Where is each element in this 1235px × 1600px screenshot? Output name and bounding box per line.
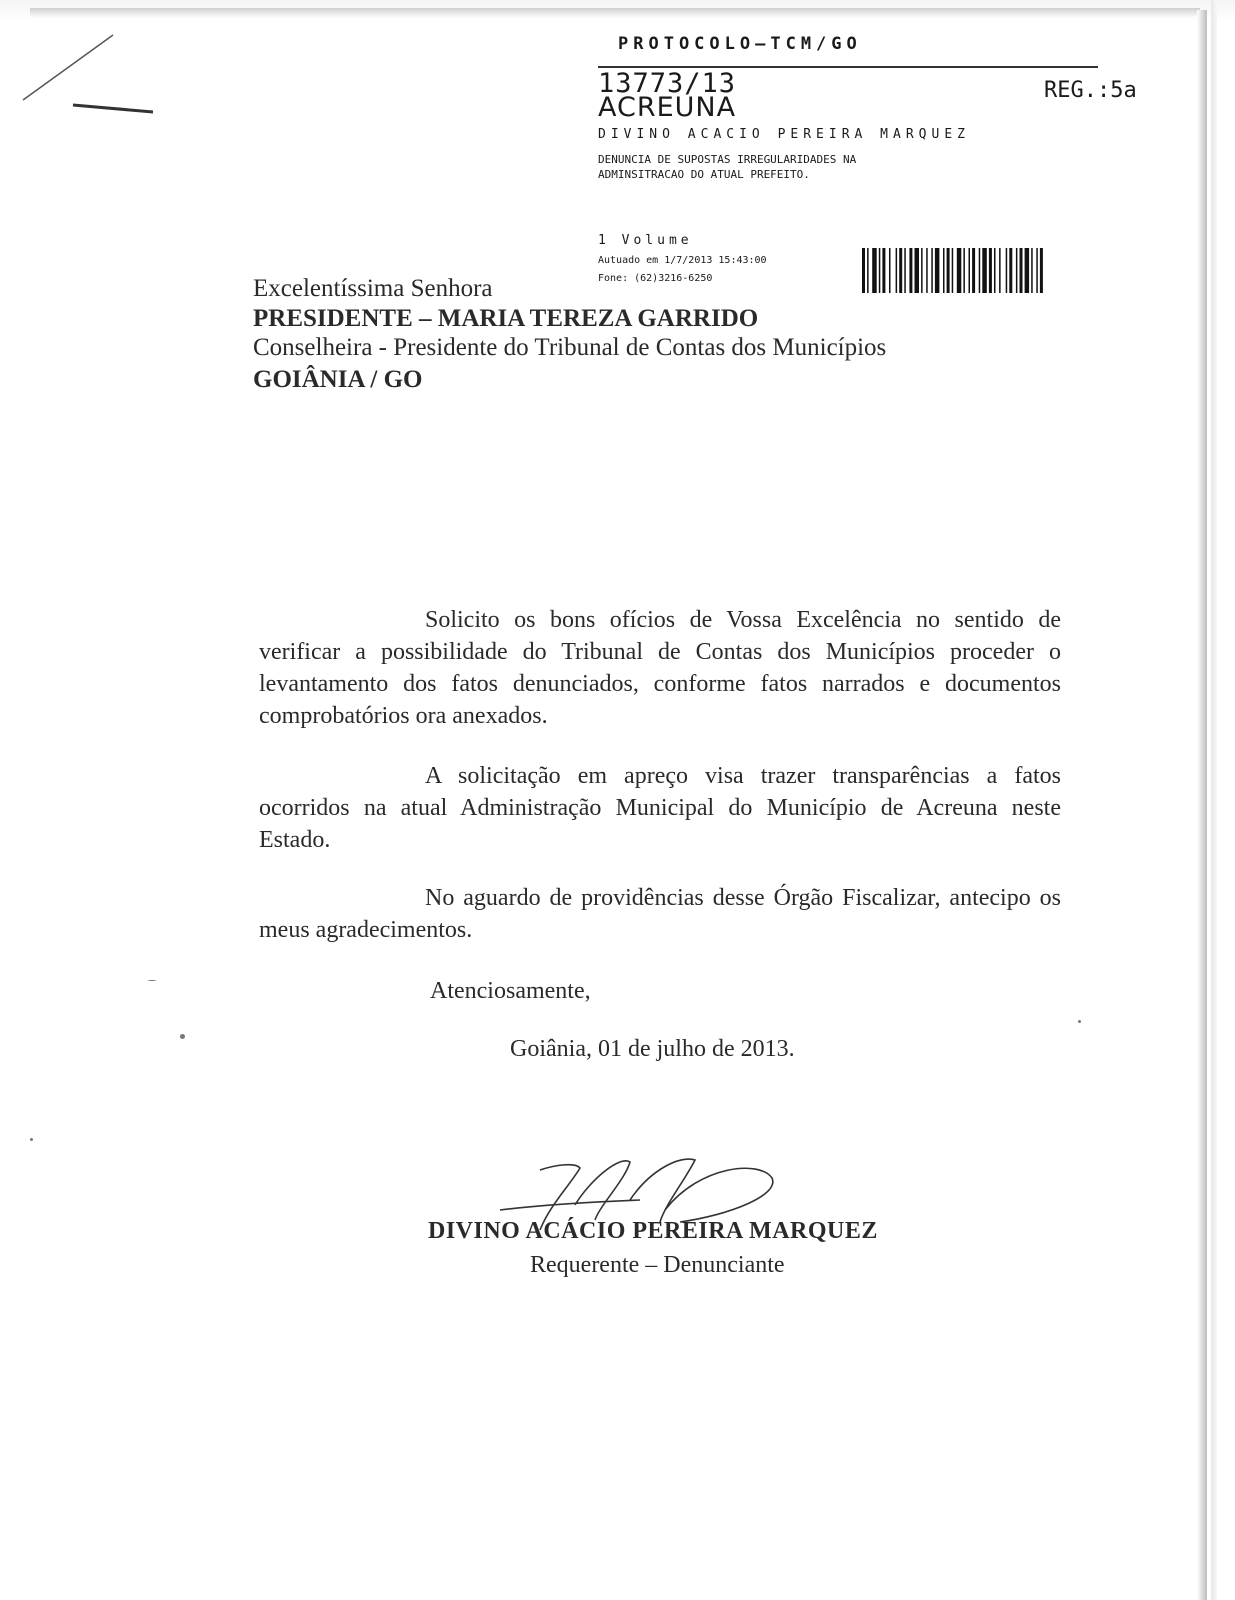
barcode-bar bbox=[1020, 248, 1023, 293]
scan-speck bbox=[180, 1034, 185, 1039]
stamp-subject bbox=[598, 152, 998, 182]
barcode-bar bbox=[989, 248, 992, 293]
stamp-city: ACREUNA bbox=[598, 92, 737, 123]
barcode-bar bbox=[994, 248, 996, 293]
recipient-name: PRESIDENTE – MARIA TEREZA GARRIDO bbox=[253, 305, 759, 332]
barcode bbox=[862, 248, 1118, 293]
recipient-role: Conselheira - Presidente do Tribunal de Contas dos Municípios bbox=[253, 334, 887, 361]
barcode-bar bbox=[931, 248, 933, 293]
barcode-bar bbox=[1006, 248, 1008, 293]
barcode-bar bbox=[1009, 248, 1012, 293]
barcode-bar bbox=[963, 248, 965, 293]
barcode-bar bbox=[1036, 248, 1038, 293]
barcode-bar bbox=[957, 248, 962, 293]
barcode-bar bbox=[979, 248, 981, 293]
scan-right-edge bbox=[1211, 0, 1217, 1600]
barcode-bar bbox=[879, 248, 881, 293]
scan-speck bbox=[148, 980, 156, 981]
barcode-bar bbox=[909, 248, 912, 293]
letter-date: Goiânia, 01 de julho de 2013. bbox=[510, 1036, 795, 1062]
barcode-bar bbox=[982, 248, 987, 293]
scan-right-shadow bbox=[1197, 10, 1207, 1600]
barcode-bar bbox=[1040, 248, 1043, 293]
scan-speck bbox=[30, 1138, 33, 1141]
stamp-header: PROTOCOLO—TCM/GO bbox=[618, 34, 862, 54]
closing: Atenciosamente, bbox=[430, 978, 591, 1004]
barcode-bar bbox=[896, 248, 898, 293]
body-paragraph: No aguardo de providências desse Órgão Fiscalizar, antecipo os meus agradecimentos. bbox=[259, 885, 1061, 943]
stamp-protocol-number: 13773/13 bbox=[598, 68, 737, 99]
barcode-bar bbox=[947, 248, 950, 293]
barcode-bar bbox=[899, 248, 902, 293]
barcode-bar bbox=[943, 248, 945, 293]
scan-corner-mark bbox=[18, 30, 158, 130]
barcode-bar bbox=[972, 248, 975, 293]
barcode-bar bbox=[904, 248, 906, 293]
barcode-bar bbox=[862, 248, 865, 293]
stamp-subject-line: DENUNCIA DE SUPOSTAS IRREGULARIDADES NA bbox=[598, 153, 857, 166]
stamp-subject-line: ADMINSITRACAO DO ATUAL PREFEITO. bbox=[598, 168, 810, 181]
barcode-bar bbox=[872, 248, 877, 293]
scan-speck bbox=[1078, 1020, 1081, 1023]
barcode-bar bbox=[1025, 248, 1030, 293]
body-paragraph: Solicito os bons ofícios de Vossa Excelência no sentido de verificar a possibilidade do Tribunal de Contas dos Municípios proceder o levantamento dos fatos denunciados, conforme fatos narrados e documentos comprobatórios ora anexados. bbox=[259, 607, 1061, 729]
barcode-bar bbox=[1031, 248, 1033, 293]
stamp-phone: Fone: (62)3216-6250 bbox=[598, 273, 713, 284]
protocol-stamp bbox=[598, 30, 1137, 300]
barcode-bar bbox=[969, 248, 971, 293]
scan-top-edge bbox=[30, 8, 1200, 18]
barcode-bar bbox=[921, 248, 923, 293]
barcode-bar bbox=[882, 248, 885, 293]
stamp-reg: REG.:5a bbox=[1044, 78, 1137, 103]
barcode-bar bbox=[889, 248, 891, 293]
stamp-requester-name: DIVINO ACACIO PEREIRA MARQUEZ bbox=[598, 127, 970, 142]
barcode-bar bbox=[952, 248, 954, 293]
signer-name: DIVINO ACÁCIO PEREIRA MARQUEZ bbox=[428, 1218, 878, 1244]
barcode-bar bbox=[915, 248, 920, 293]
barcode-bar bbox=[867, 248, 869, 293]
barcode-bar bbox=[935, 248, 940, 293]
barcode-bar bbox=[1016, 248, 1018, 293]
signer-role: Requerente – Denunciante bbox=[530, 1252, 785, 1278]
recipient-salutation: Excelentíssima Senhora bbox=[253, 275, 493, 302]
stamp-autuado: Autuado em 1/7/2013 15:43:00 bbox=[598, 255, 767, 266]
barcode-bar bbox=[999, 248, 1001, 293]
barcode-bar bbox=[926, 248, 928, 293]
body-paragraph: A solicitação em apreço visa trazer transparências a fatos ocorridos na atual Administração Municipal do Município de Acreuna neste Estado. bbox=[259, 763, 1061, 853]
stamp-volume: 1 Volume bbox=[598, 233, 693, 248]
recipient-city: GOIÂNIA / GO bbox=[253, 366, 423, 393]
